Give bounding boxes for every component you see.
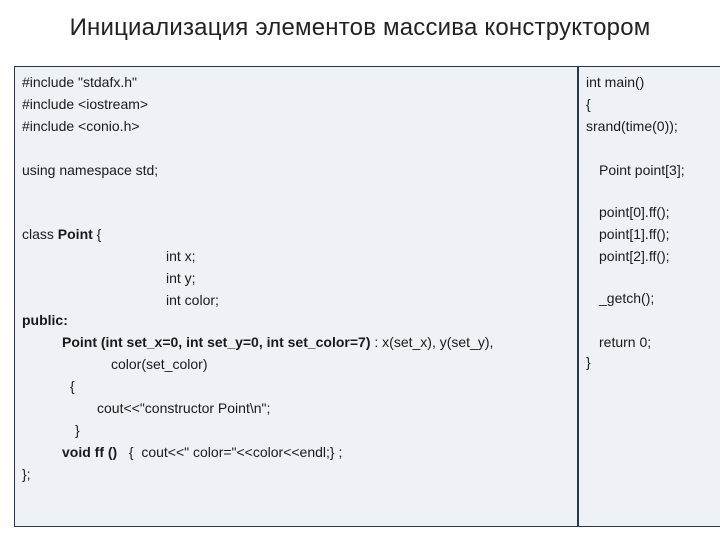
class-keyword: class — [22, 226, 58, 242]
class-end: }; — [22, 466, 31, 482]
point-array-declaration: Point point[3]; — [599, 162, 685, 178]
code-panel-class — [14, 66, 578, 527]
method-ff-signature: void ff () — [62, 444, 118, 460]
srand-call: srand(time(0)); — [586, 118, 678, 134]
class-declaration — [22, 225, 101, 243]
point-2-call: point[2].ff(); — [599, 248, 670, 264]
main-open-brace: { — [586, 96, 591, 112]
return-statement: return 0; — [599, 334, 652, 350]
main-signature: int main() — [586, 74, 645, 90]
main-close-brace: } — [586, 354, 591, 370]
constructor-close-brace: } — [75, 422, 80, 438]
field-x: int x; — [166, 248, 196, 264]
using-namespace: using namespace std; — [22, 162, 159, 178]
constructor-params: Point (int set_x=0, int set_y=0, int set_color=7) — [62, 334, 371, 350]
include-conio: #include <conio.h> — [22, 118, 140, 134]
constructor-open-brace: { — [70, 378, 75, 394]
method-ff-body: { cout<<" color="<<color<<endl;} ; — [128, 444, 343, 460]
class-open-brace: { — [92, 226, 102, 242]
code-panel-main — [578, 66, 720, 527]
field-y: int y; — [166, 270, 196, 286]
point-1-call: point[1].ff(); — [599, 226, 670, 242]
field-color: int color; — [166, 292, 219, 308]
constructor-signature — [62, 333, 493, 351]
include-iostream: #include <iostream> — [22, 96, 149, 112]
constructor-init-color: color(set_color) — [111, 356, 208, 372]
slide-title: Инициализация элементов массива конструктором — [69, 14, 651, 41]
public-label: public: — [22, 312, 68, 328]
include-stdafx: #include "stdafx.h" — [22, 74, 138, 90]
method-ff — [62, 443, 342, 461]
constructor-cout: cout<<"constructor Point\n"; — [97, 400, 271, 416]
getch-call: _getch(); — [599, 290, 655, 306]
constructor-init-list: : x(set_x), y(set_y), — [370, 334, 494, 350]
class-name: Point — [57, 226, 93, 242]
point-0-call: point[0].ff(); — [599, 204, 670, 220]
